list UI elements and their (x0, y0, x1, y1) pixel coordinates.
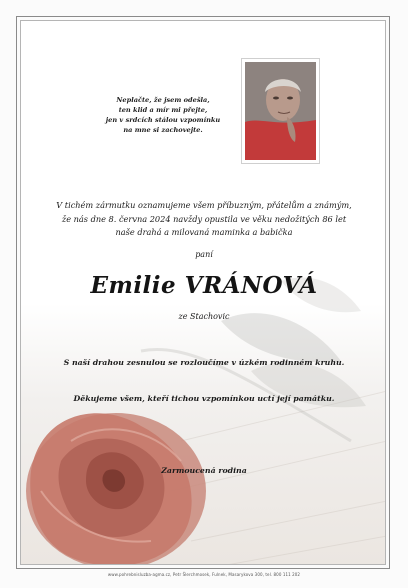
mourners-signature: Zarmoucená rodina (161, 466, 247, 475)
portrait-image (245, 62, 316, 160)
announcement-line: že nás dne 8. června 2024 navždy opustila ve věku nedožitých 86 let (61, 213, 347, 224)
announcement-line: V tichém zármutku oznamujeme všem příbuzným, přátelům a známým, (56, 200, 352, 210)
farewell-notice: S naší drahou zesnulou se rozloučíme v úzkém rodinném kruhu. (63, 358, 345, 367)
verse-line: ten klid a mír mi přejte, (118, 106, 208, 114)
title-prefix: paní (195, 250, 213, 259)
deceased-name: Emilie VRÁNOVÁ (90, 272, 318, 299)
thanks-note: Děkujeme všem, kteří tichou vzpomínkou uctí její památku. (73, 394, 335, 403)
rose-flower (26, 413, 206, 565)
announcement-line: naše drahá a milovaná maminka a babička (115, 227, 293, 237)
verse-line: na mne si zachovejte. (123, 126, 203, 134)
memorial-verse (78, 95, 248, 135)
death-announcement (40, 199, 368, 240)
verse-line: Neplačte, že jsem odešla, (116, 96, 210, 104)
deceased-photo (241, 58, 320, 164)
verse-line: jen v srdcích stálou vzpomínku (105, 116, 221, 124)
deceased-origin: ze Stachovic (178, 312, 230, 321)
funeral-service-footer: www.pohrebnisluzba-agma.cz, Petr Šlerchmosek, Fulnek, Masarykova 300, tel. 800 111 202 (107, 572, 301, 577)
